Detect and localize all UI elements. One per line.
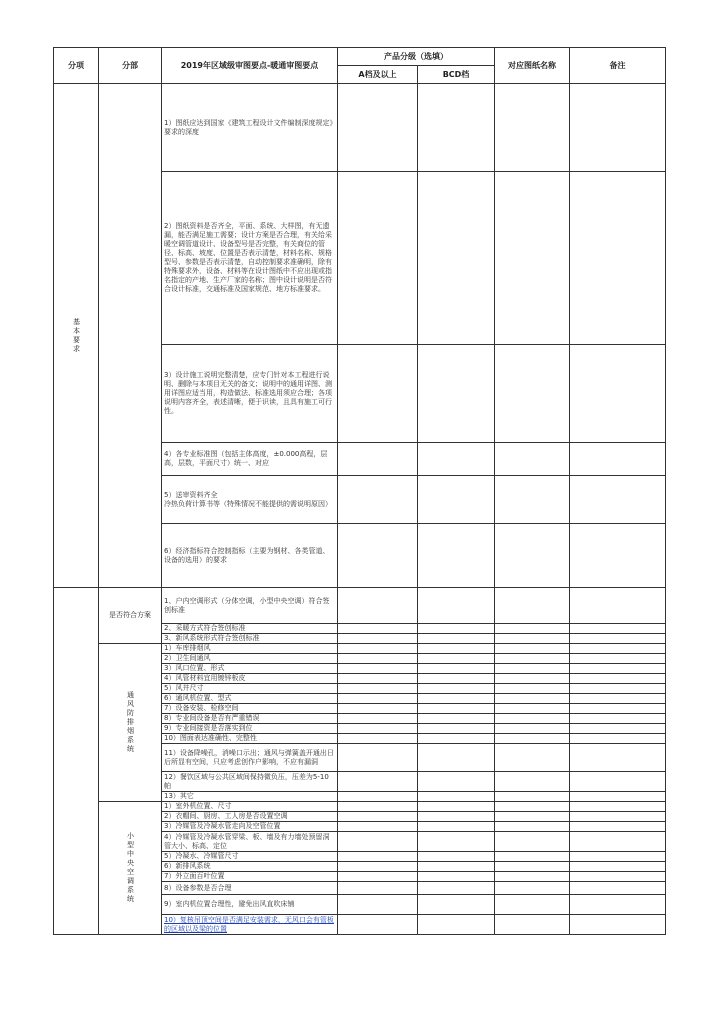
drawing-cell[interactable]: [495, 694, 570, 704]
remark-cell[interactable]: [570, 172, 666, 345]
drawing-cell[interactable]: [495, 792, 570, 802]
drawing-cell[interactable]: [495, 852, 570, 862]
remark-cell[interactable]: [570, 772, 666, 792]
grade-a-cell[interactable]: [338, 694, 418, 704]
col-header-item: 分项: [54, 48, 99, 84]
grade-bcd-cell[interactable]: [418, 895, 495, 915]
grade-bcd-cell[interactable]: [418, 172, 495, 345]
grade-bcd-cell[interactable]: [418, 624, 495, 634]
grade-a-cell[interactable]: [338, 172, 418, 345]
requirement-text: 2）卫生间通风: [162, 654, 338, 664]
requirement-text: 4）各专业标准图（包括主体高度，±0.000高程，层高，层数，平面尺寸）统一、对应: [162, 443, 338, 476]
remark-cell[interactable]: [570, 744, 666, 772]
remark-cell[interactable]: [570, 674, 666, 684]
remark-cell[interactable]: [570, 476, 666, 524]
grade-bcd-cell[interactable]: [418, 872, 495, 882]
grade-a-cell[interactable]: [338, 634, 418, 644]
remark-cell[interactable]: [570, 624, 666, 634]
grade-bcd-cell[interactable]: [418, 734, 495, 744]
remark-cell[interactable]: [570, 852, 666, 862]
grade-a-cell[interactable]: [338, 772, 418, 792]
requirement-text: 5）风井尺寸: [162, 684, 338, 694]
requirement-text: 7）设备安装、检修空间: [162, 704, 338, 714]
remark-cell[interactable]: [570, 822, 666, 832]
remark-cell[interactable]: [570, 724, 666, 734]
drawing-cell[interactable]: [495, 772, 570, 792]
remark-cell[interactable]: [570, 862, 666, 872]
drawing-cell[interactable]: [495, 704, 570, 714]
remark-cell[interactable]: [570, 792, 666, 802]
grade-a-cell[interactable]: [338, 345, 418, 443]
grade-bcd-cell[interactable]: [418, 724, 495, 734]
remark-cell[interactable]: [570, 872, 666, 882]
remark-cell[interactable]: [570, 694, 666, 704]
remark-cell[interactable]: [570, 704, 666, 714]
col-header-grade-a: A档及以上: [338, 66, 418, 84]
grade-bcd-cell[interactable]: [418, 802, 495, 812]
remark-cell[interactable]: [570, 812, 666, 822]
grade-a-cell[interactable]: [338, 744, 418, 772]
drawing-cell[interactable]: [495, 634, 570, 644]
requirement-text: 10）图面表达准确性、完整性: [162, 734, 338, 744]
remark-cell[interactable]: [570, 524, 666, 588]
grade-a-cell[interactable]: [338, 915, 418, 935]
grade-a-cell[interactable]: [338, 588, 418, 624]
requirement-text: 5）冷凝水、冷媒管尺寸: [162, 852, 338, 862]
part-label-ac: 小型中央空调系统: [99, 802, 162, 935]
audit-table: [53, 47, 666, 935]
drawing-cell[interactable]: [495, 882, 570, 895]
requirement-text: 6）经济指标符合控制指标（主要为钢材、各类管道、设备的选用）的要求: [162, 524, 338, 588]
grade-bcd-cell[interactable]: [418, 915, 495, 935]
requirement-text: 9）室内机位置合理性，避免出风直吹床铺: [162, 895, 338, 915]
requirement-text: 8）专业间设备是否有严重错误: [162, 714, 338, 724]
remark-cell[interactable]: [570, 654, 666, 664]
drawing-cell[interactable]: [495, 476, 570, 524]
requirement-text: 3）设计施工说明完整清楚，应专门针对本工程进行说明、删除与本项目无关的备文；说明中的通用详图、测用详图应适当用，构造做法、标准选用须应合理；各项说明内容齐全，表述清晰，便于识读，且具有施工可行性。: [162, 345, 338, 443]
grade-bcd-cell[interactable]: [418, 524, 495, 588]
col-header-grade-bcd: BCD档: [418, 66, 495, 84]
drawing-cell[interactable]: [495, 832, 570, 852]
col-header-grade: 产品分级（选填）: [338, 48, 495, 66]
requirement-text: 7）外立面百叶位置: [162, 872, 338, 882]
grade-bcd-cell[interactable]: [418, 862, 495, 872]
grade-a-cell[interactable]: [338, 644, 418, 654]
grade-bcd-cell[interactable]: [418, 694, 495, 704]
grade-a-cell[interactable]: [338, 734, 418, 744]
grade-a-cell[interactable]: [338, 624, 418, 634]
requirement-text: 2）图纸资料是否齐全，平面、系统、大样图，有无遗漏，能否满足施工需要；设计方案是否合理，有关给采暖空调管道设计、设备型号是否完整，有关商位的管径、标高、坡度、位置是否表示清楚，材料名称、规格型号、参数是否表示清楚，自动控制要求准确明，除有特殊要求外，设备、材料等在设计图纸中不应出现或指名指定的产地、生产厂家的名称；图中设计说明是否符合设计标准，交通标准及国家规范、地方标准要求。: [162, 172, 338, 345]
drawing-cell[interactable]: [495, 644, 570, 654]
grade-bcd-cell[interactable]: [418, 476, 495, 524]
drawing-cell[interactable]: [495, 872, 570, 882]
grade-bcd-cell[interactable]: [418, 664, 495, 674]
grade-bcd-cell[interactable]: [418, 832, 495, 852]
drawing-cell[interactable]: [495, 624, 570, 634]
remark-cell[interactable]: [570, 684, 666, 694]
remark-cell[interactable]: [570, 734, 666, 744]
col-header-remark: 备注: [570, 48, 666, 84]
table-row: [54, 802, 666, 812]
grade-a-cell[interactable]: [338, 84, 418, 172]
grade-bcd-cell[interactable]: [418, 744, 495, 772]
requirement-text: 6）通风机位置、型式: [162, 694, 338, 704]
remark-cell[interactable]: [570, 832, 666, 852]
remark-cell[interactable]: [570, 634, 666, 644]
table-row: [54, 644, 666, 654]
grade-a-cell[interactable]: [338, 852, 418, 862]
remark-cell[interactable]: [570, 443, 666, 476]
grade-a-cell[interactable]: [338, 882, 418, 895]
grade-a-cell[interactable]: [338, 476, 418, 524]
requirement-text: 1、户内空调形式（分体空调，小型中央空调）符合签创标准: [162, 588, 338, 624]
col-header-part: 分部: [99, 48, 162, 84]
drawing-cell[interactable]: [495, 895, 570, 915]
requirement-text: 10）复核吊顶空间是否满足安装需求，无风口会有管板的区域以及梁的位置: [162, 915, 338, 935]
table-row: [54, 84, 666, 172]
drawing-cell[interactable]: [495, 654, 570, 664]
grade-a-cell[interactable]: [338, 862, 418, 872]
grade-bcd-cell[interactable]: [418, 882, 495, 895]
grade-bcd-cell[interactable]: [418, 634, 495, 644]
requirement-text: 1）室外机位置、尺寸: [162, 802, 338, 812]
grade-bcd-cell[interactable]: [418, 822, 495, 832]
drawing-cell[interactable]: [495, 345, 570, 443]
grade-a-cell[interactable]: [338, 674, 418, 684]
requirement-text: 12）餐饮区域与公共区域间保持微负压，压差为5-10帕: [162, 772, 338, 792]
grade-a-cell[interactable]: [338, 822, 418, 832]
drawing-cell[interactable]: [495, 862, 570, 872]
requirement-text: 3、新风系统形式符合签创标准: [162, 634, 338, 644]
grade-a-cell[interactable]: [338, 714, 418, 724]
drawing-cell[interactable]: [495, 724, 570, 734]
requirement-text: 4）风管材料宜用镀锌板皮: [162, 674, 338, 684]
requirement-text: 8）设备参数是否合理: [162, 882, 338, 895]
grade-a-cell[interactable]: [338, 684, 418, 694]
grade-a-cell[interactable]: [338, 654, 418, 664]
remark-cell[interactable]: [570, 915, 666, 935]
grade-a-cell[interactable]: [338, 832, 418, 852]
drawing-cell[interactable]: [495, 172, 570, 345]
grade-bcd-cell[interactable]: [418, 345, 495, 443]
requirement-text: 3）冷媒管及冷凝水管走向及空管位置: [162, 822, 338, 832]
drawing-cell[interactable]: [495, 802, 570, 812]
part-cell-basic: [99, 84, 162, 588]
remark-cell[interactable]: [570, 345, 666, 443]
requirement-text: 11）设备降噪孔，消噪口示出；通风与弹簧盖开通出日后所显有空间，只应考虑创作户影响，不应有漏洞: [162, 744, 338, 772]
requirement-text: 6）新排风系统: [162, 862, 338, 872]
drawing-cell[interactable]: [495, 822, 570, 832]
grade-bcd-cell[interactable]: [418, 84, 495, 172]
grade-a-cell[interactable]: [338, 443, 418, 476]
grade-a-cell[interactable]: [338, 802, 418, 812]
grade-bcd-cell[interactable]: [418, 684, 495, 694]
grade-bcd-cell[interactable]: [418, 588, 495, 624]
grade-bcd-cell[interactable]: [418, 792, 495, 802]
drawing-cell[interactable]: [495, 714, 570, 724]
grade-a-cell[interactable]: [338, 812, 418, 822]
remark-cell[interactable]: [570, 882, 666, 895]
grade-bcd-cell[interactable]: [418, 443, 495, 476]
grade-a-cell[interactable]: [338, 895, 418, 915]
requirement-text: 2、采暖方式符合签创标准: [162, 624, 338, 634]
remark-cell[interactable]: [570, 714, 666, 724]
section-label-hvac: [54, 588, 99, 935]
grade-a-cell[interactable]: [338, 704, 418, 714]
remark-cell[interactable]: [570, 802, 666, 812]
requirement-text: 3）风口位置、形式: [162, 664, 338, 674]
drawing-cell[interactable]: [495, 674, 570, 684]
grade-bcd-cell[interactable]: [418, 644, 495, 654]
grade-bcd-cell[interactable]: [418, 714, 495, 724]
requirement-text: 1）图纸应达到国家《建筑工程设计文件编制深度规定》要求的深度: [162, 84, 338, 172]
requirement-text: 13）其它: [162, 792, 338, 802]
drawing-cell[interactable]: [495, 664, 570, 674]
grade-bcd-cell[interactable]: [418, 772, 495, 792]
grade-a-cell[interactable]: [338, 724, 418, 734]
drawing-cell[interactable]: [495, 812, 570, 822]
grade-a-cell[interactable]: [338, 524, 418, 588]
drawing-cell[interactable]: [495, 915, 570, 935]
drawing-cell[interactable]: [495, 588, 570, 624]
remark-cell[interactable]: [570, 84, 666, 172]
drawing-cell[interactable]: [495, 734, 570, 744]
drawing-cell[interactable]: [495, 524, 570, 588]
grade-bcd-cell[interactable]: [418, 704, 495, 714]
requirement-text: 4）冷媒管及冷凝水管穿梁、板、墙及有力墙处预留洞管大小、标高、定位: [162, 832, 338, 852]
grade-bcd-cell[interactable]: [418, 812, 495, 822]
remark-cell[interactable]: [570, 644, 666, 654]
drawing-cell[interactable]: [495, 684, 570, 694]
requirement-text: 1）车库排烟风: [162, 644, 338, 654]
remark-cell[interactable]: [570, 895, 666, 915]
requirement-text: 2）衣帽间、厨房、工人房是否设置空调: [162, 812, 338, 822]
part-label-vent: 通风防排烟系统: [99, 644, 162, 802]
grade-a-cell[interactable]: [338, 664, 418, 674]
grade-a-cell[interactable]: [338, 792, 418, 802]
part-label-scheme: 是否符合方案: [99, 588, 162, 644]
drawing-cell[interactable]: [495, 744, 570, 772]
remark-cell[interactable]: [570, 664, 666, 674]
drawing-cell[interactable]: [495, 84, 570, 172]
col-header-drawing: 对应图纸名称: [495, 48, 570, 84]
grade-bcd-cell[interactable]: [418, 654, 495, 664]
grade-bcd-cell[interactable]: [418, 674, 495, 684]
grade-bcd-cell[interactable]: [418, 852, 495, 862]
grade-a-cell[interactable]: [338, 872, 418, 882]
requirement-text: 5）送审资料齐全 冷热负荷计算书等（特殊情况不能提供的需说明原因）: [162, 476, 338, 524]
requirement-text: 9）专业间接资是否落实到位: [162, 724, 338, 734]
remark-cell[interactable]: [570, 588, 666, 624]
col-header-points: 2019年区域级审图要点-暖通审图要点: [162, 48, 338, 84]
drawing-cell[interactable]: [495, 443, 570, 476]
section-label-basic: 基本要求: [54, 84, 99, 588]
table-row: [54, 588, 666, 624]
